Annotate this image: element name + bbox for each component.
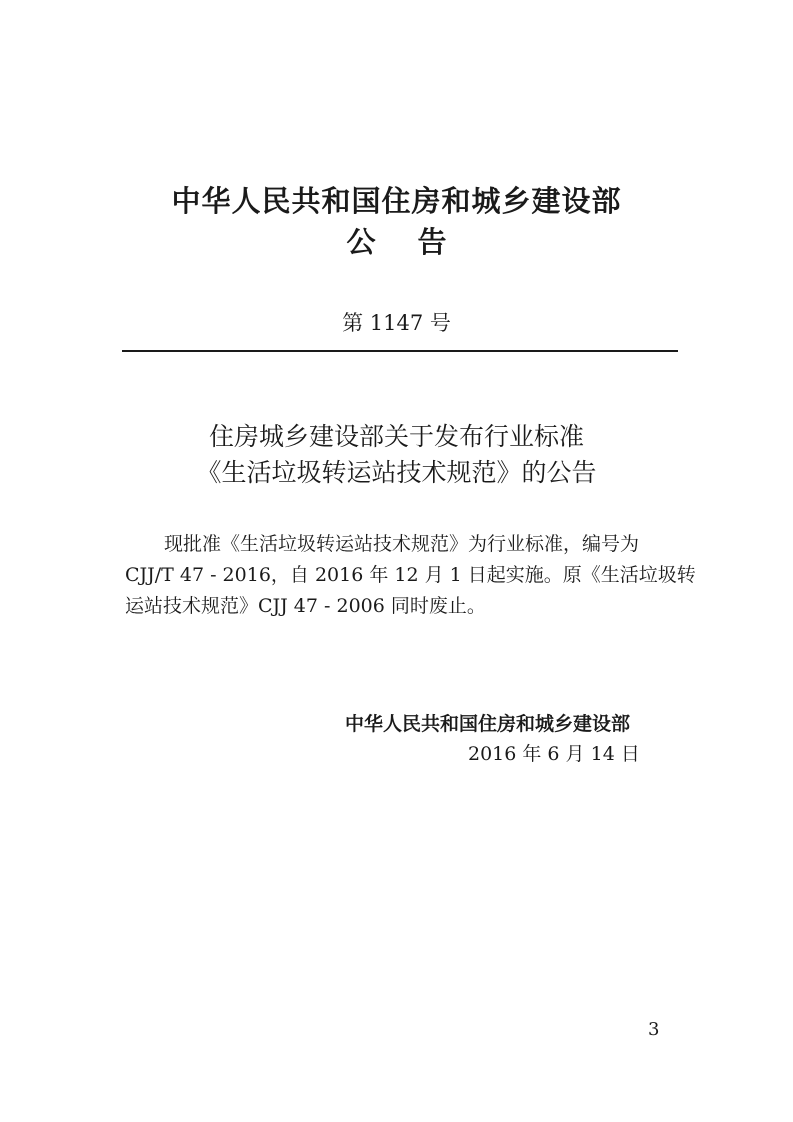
signature-organization: 中华人民共和国住房和城乡建设部 — [345, 713, 631, 735]
page-number: 3 — [648, 1019, 660, 1040]
divider-line — [122, 350, 678, 352]
notice-subject-line-1: 住房城乡建设部关于发布行业标准 — [208, 422, 584, 451]
body-paragraph-line-3: 运站技术规范》CJJ 47 - 2006 同时废止。 — [125, 595, 486, 617]
body-paragraph-line-2: CJJ/T 47 - 2016，自 2016 年 12 月 1 日起实施。原《生活垃圾转 — [125, 564, 696, 586]
notice-number: 第 1147 号 — [342, 311, 451, 335]
ministry-title: 中华人民共和国住房和城乡建设部 — [171, 184, 622, 218]
body-paragraph-line-1: 现批准《生活垃圾转运站技术规范》为行业标准，编号为 — [164, 533, 640, 555]
notice-heading: 公告 — [346, 225, 489, 259]
notice-subject-line-2: 《生活垃圾转运站技术规范》的公告 — [196, 458, 597, 487]
signature-date: 2016 年 6 月 14 日 — [468, 743, 640, 765]
